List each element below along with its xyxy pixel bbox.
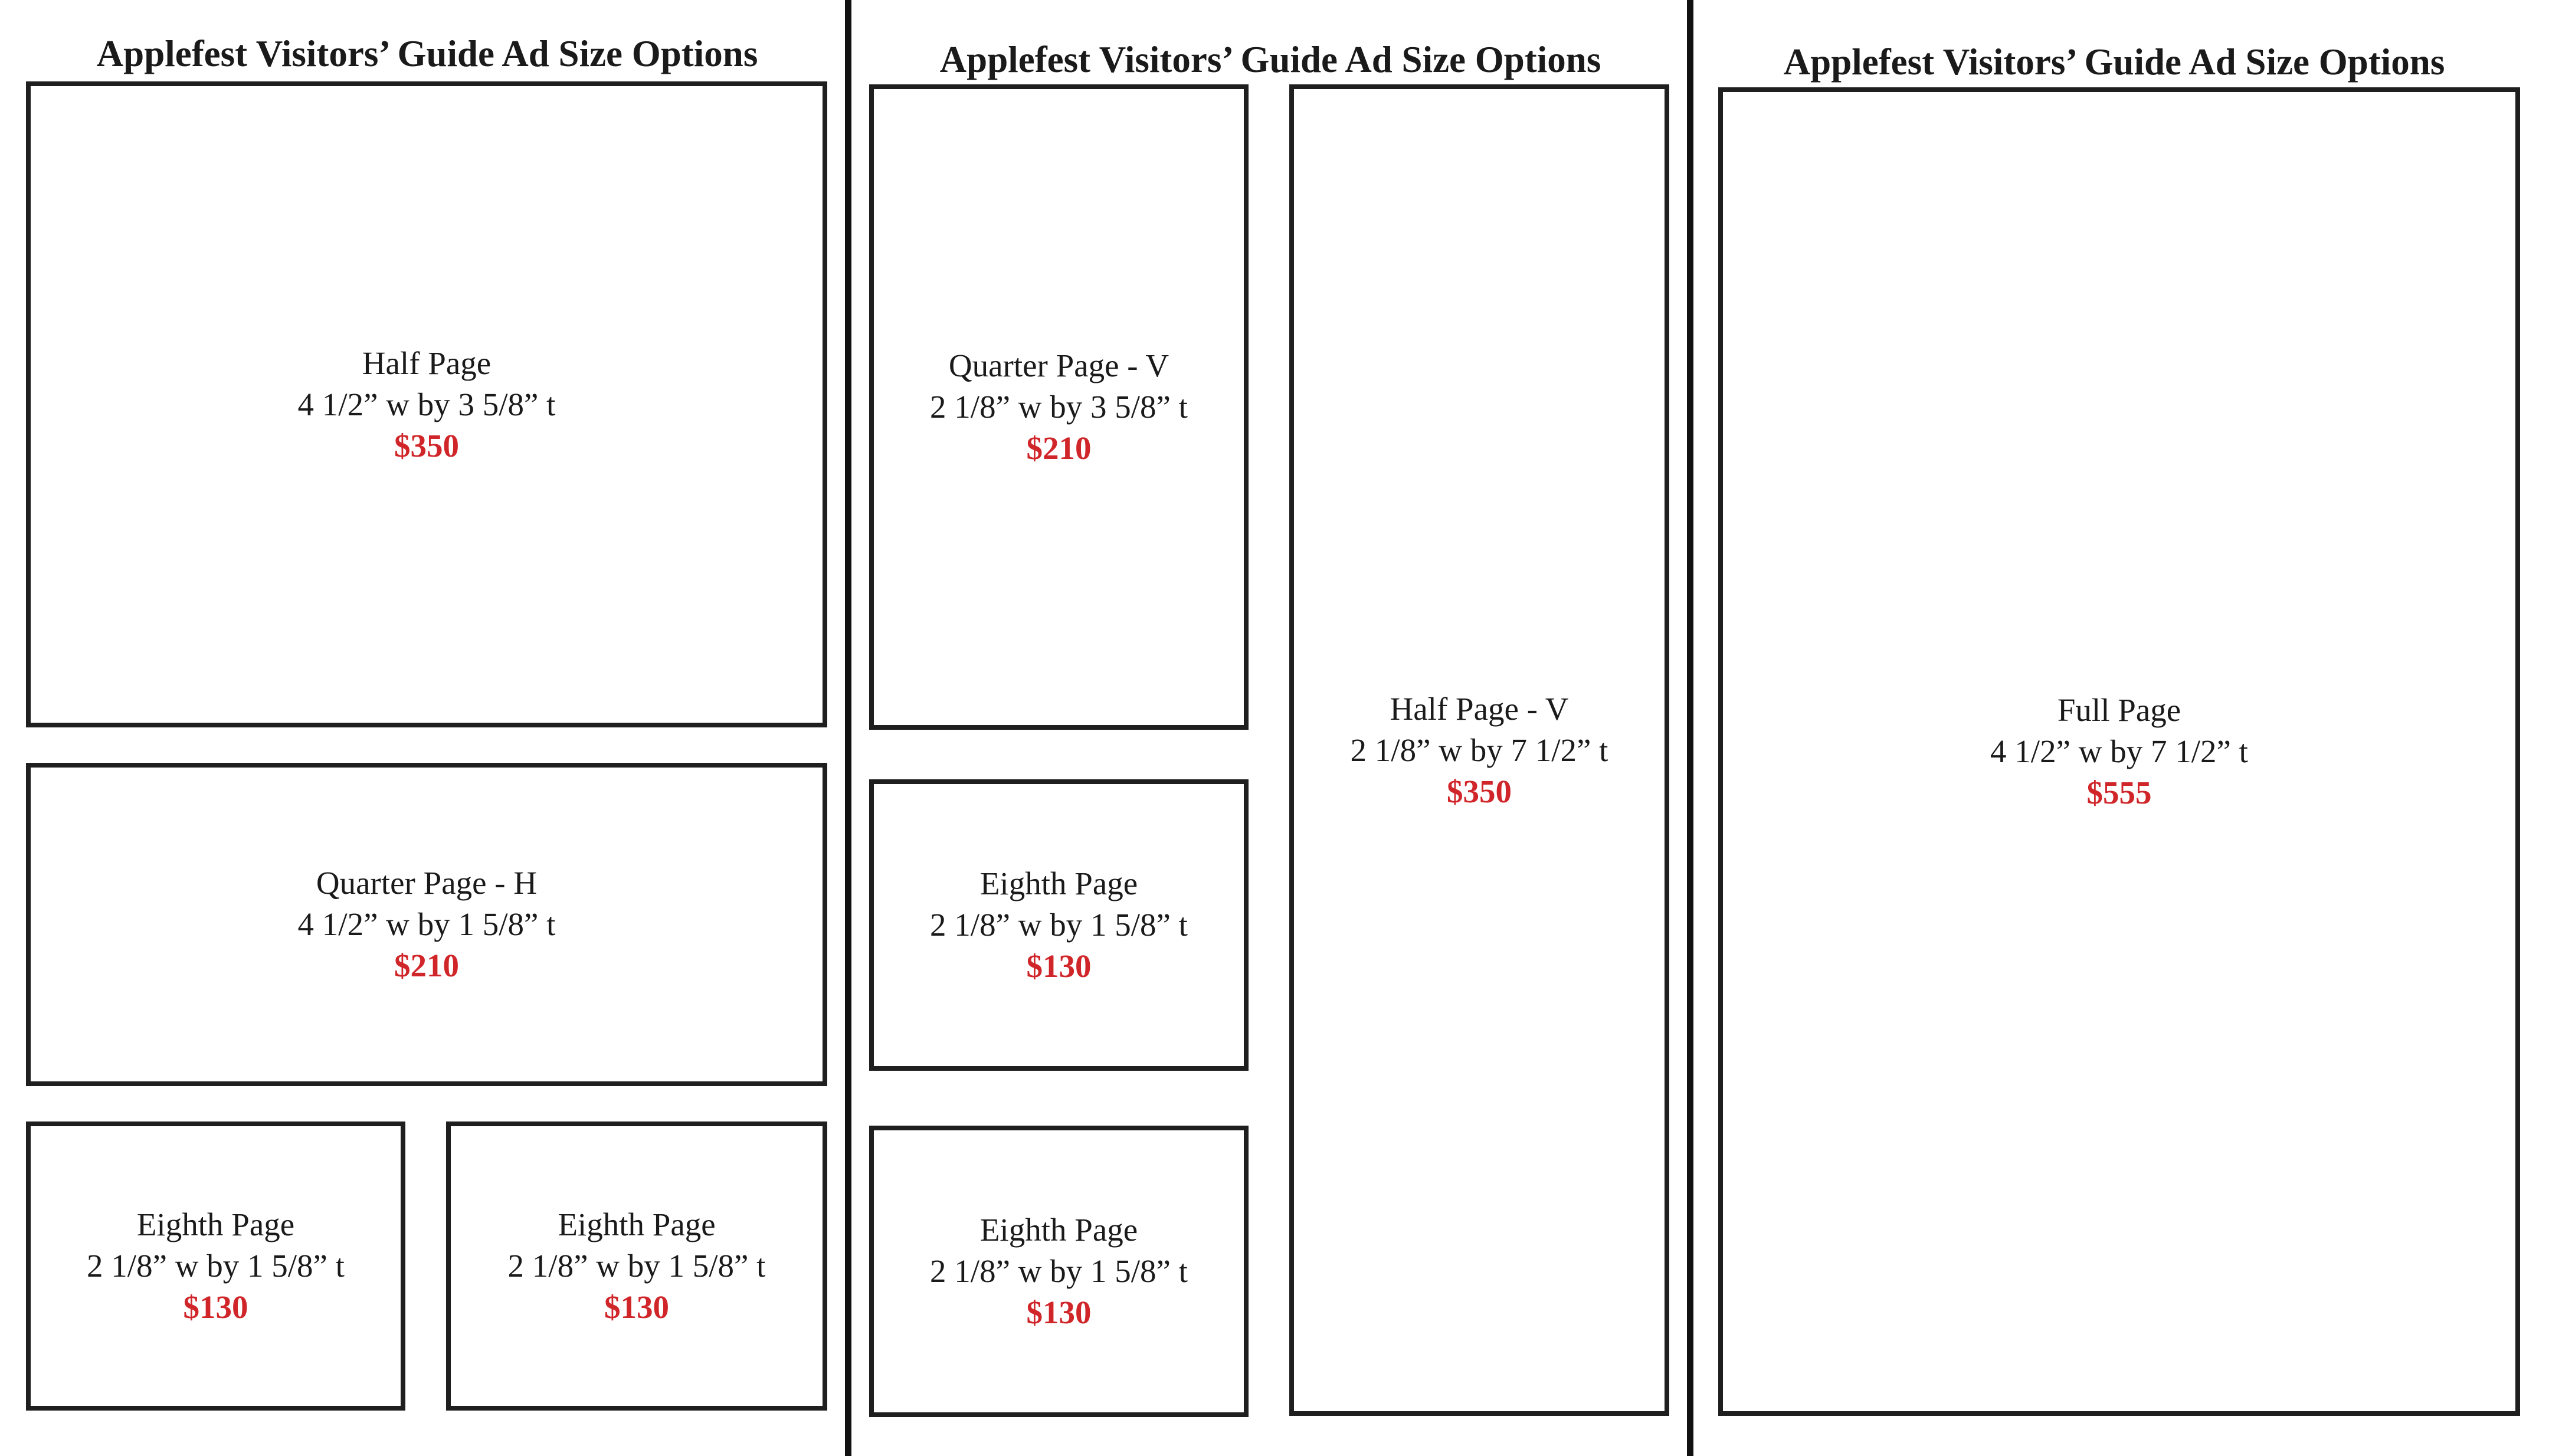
ad-price: $210 [394, 947, 459, 983]
ad-quarter-page-h [26, 763, 827, 1086]
panel-1-title: Applefest Visitors’ Guide Ad Size Options [96, 33, 758, 74]
ad-price: $350 [1447, 773, 1512, 809]
ad-size: 4 1/2” w by 1 5/8” t [297, 906, 556, 942]
ad-name: Quarter Page - H [316, 865, 538, 901]
ad-name: Eighth Page [979, 865, 1138, 901]
ad-half-page [26, 81, 827, 727]
ad-name: Full Page [2057, 692, 2181, 728]
ad-size: 2 1/8” w by 1 5/8” t [507, 1248, 766, 1284]
ad-full-page [1718, 87, 2520, 1416]
ad-half-page-v [1289, 84, 1669, 1416]
panel-3-title: Applefest Visitors’ Guide Ad Size Options [1783, 41, 2445, 83]
ad-size: 2 1/8” w by 1 5/8” t [930, 1253, 1188, 1289]
ad-name: Eighth Page [979, 1212, 1138, 1248]
ad-eighth-page [869, 1126, 1249, 1417]
ad-eighth-page [446, 1121, 827, 1411]
ad-size: 2 1/8” w by 3 5/8” t [930, 389, 1188, 425]
ad-name: Eighth Page [558, 1206, 716, 1242]
ad-name: Quarter Page - V [948, 347, 1169, 383]
ad-eighth-page [869, 779, 1249, 1071]
ad-price: $130 [183, 1289, 248, 1325]
ad-price: $130 [604, 1289, 669, 1325]
ad-size: 2 1/8” w by 1 5/8” t [87, 1248, 345, 1284]
ad-name: Half Page [362, 345, 492, 381]
ad-size: 4 1/2” w by 3 5/8” t [297, 386, 556, 422]
panel-divider-left [845, 0, 851, 1456]
ad-price: $350 [394, 427, 459, 464]
panel-2-title: Applefest Visitors’ Guide Ad Size Options [939, 39, 1601, 80]
ad-size: 4 1/2” w by 7 1/2” t [1990, 733, 2248, 769]
ad-size: 2 1/8” w by 7 1/2” t [1350, 732, 1608, 768]
ad-price: $555 [2086, 775, 2152, 811]
ad-eighth-page [26, 1121, 405, 1411]
ad-name: Half Page - V [1390, 690, 1569, 727]
ad-price: $130 [1026, 948, 1092, 984]
ad-price: $210 [1026, 430, 1092, 466]
ad-price: $130 [1026, 1294, 1092, 1330]
ad-size: 2 1/8” w by 1 5/8” t [930, 907, 1188, 943]
ad-quarter-page-v [869, 84, 1249, 730]
ad-name: Eighth Page [136, 1206, 295, 1242]
panel-divider-right [1687, 0, 1693, 1456]
